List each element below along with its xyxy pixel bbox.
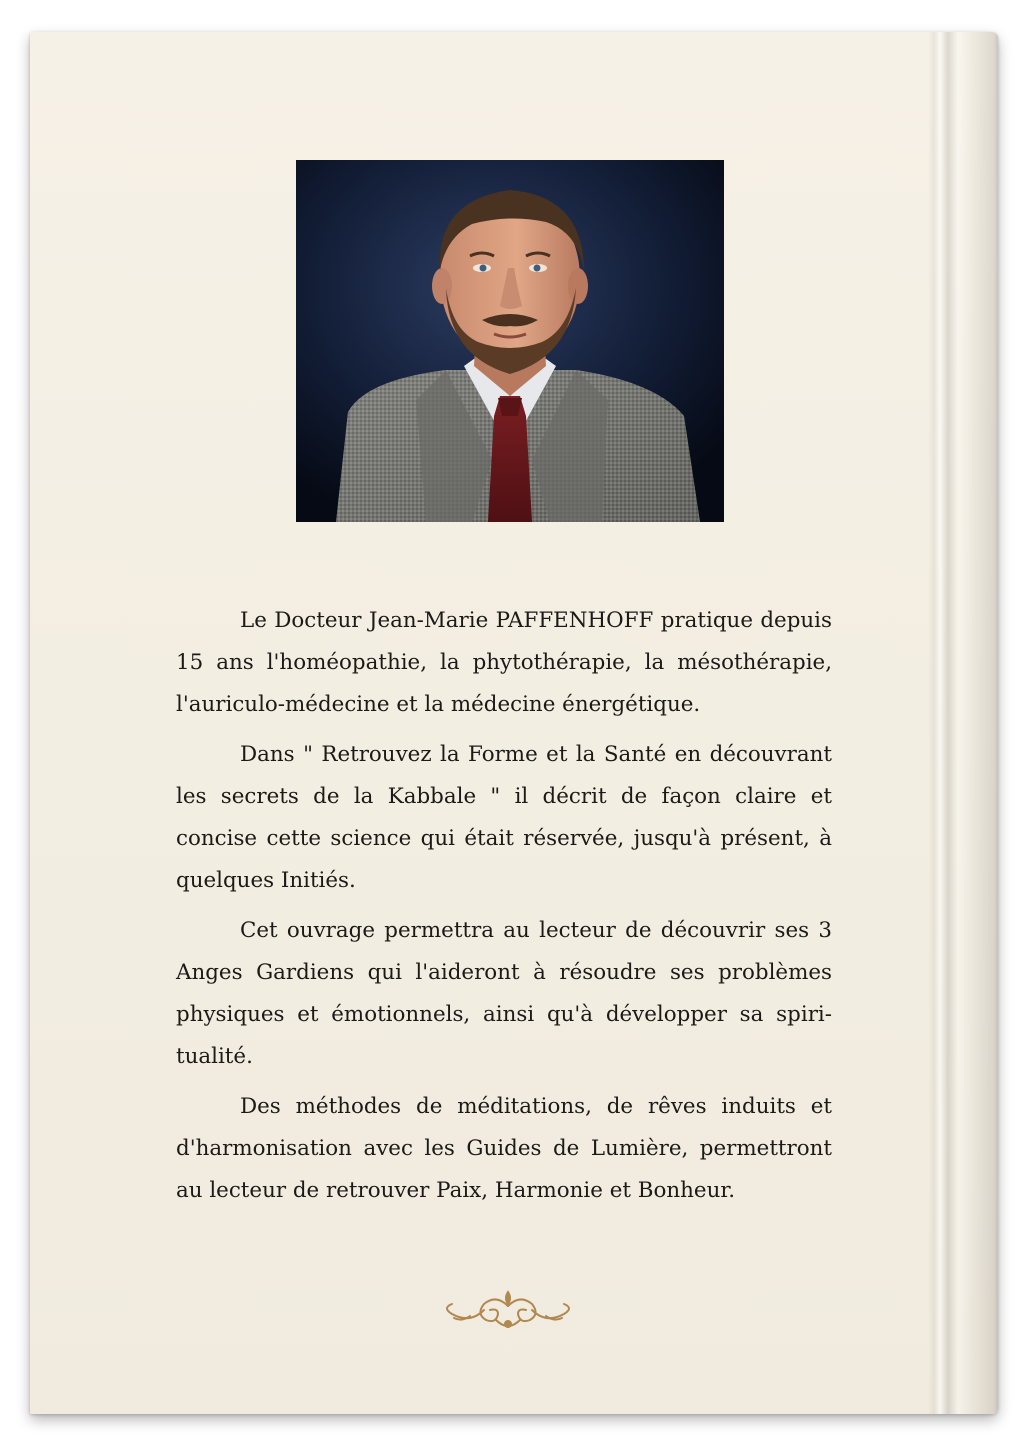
paragraph-guardian-angels: Cet ouvrage permettra au lecteur de découvrir ses 3 Anges Gardiens qui l'aideront à résoudre ses problèmes physiques et émotionnels, ainsi qu'à développer sa spiritualité. [176,918,832,1069]
paragraph-book-summary: Dans " Retrouvez la Forme et la Santé en découvrant les secrets de la Kabbale " il décrit de façon claire et concise cette science qui était réservée, jusqu'à présent, à quelques Initiés. [176,742,832,893]
paragraph-meditation-methods: Des méthodes de méditations, de rêves induits et d'harmonisation avec les Guides de Lumière, permettront au lecteur de retrouver Paix, Harmonie et Bonheur. [176,1094,832,1203]
author-description [176,600,832,1220]
flourish-divider-icon [320,1284,696,1340]
author-portrait-drawing [296,160,724,522]
book-back-cover [30,32,998,1414]
paragraph-author-practice: Le Docteur Jean-Marie PAFFENHOFF pratique depuis 15 ans l'homéopathie, la phytothérapie, la mésothérapie, l'auriculo-médecine et la médecine énergétique. [176,608,832,717]
book-spine [928,32,998,1414]
author-portrait [296,160,724,522]
